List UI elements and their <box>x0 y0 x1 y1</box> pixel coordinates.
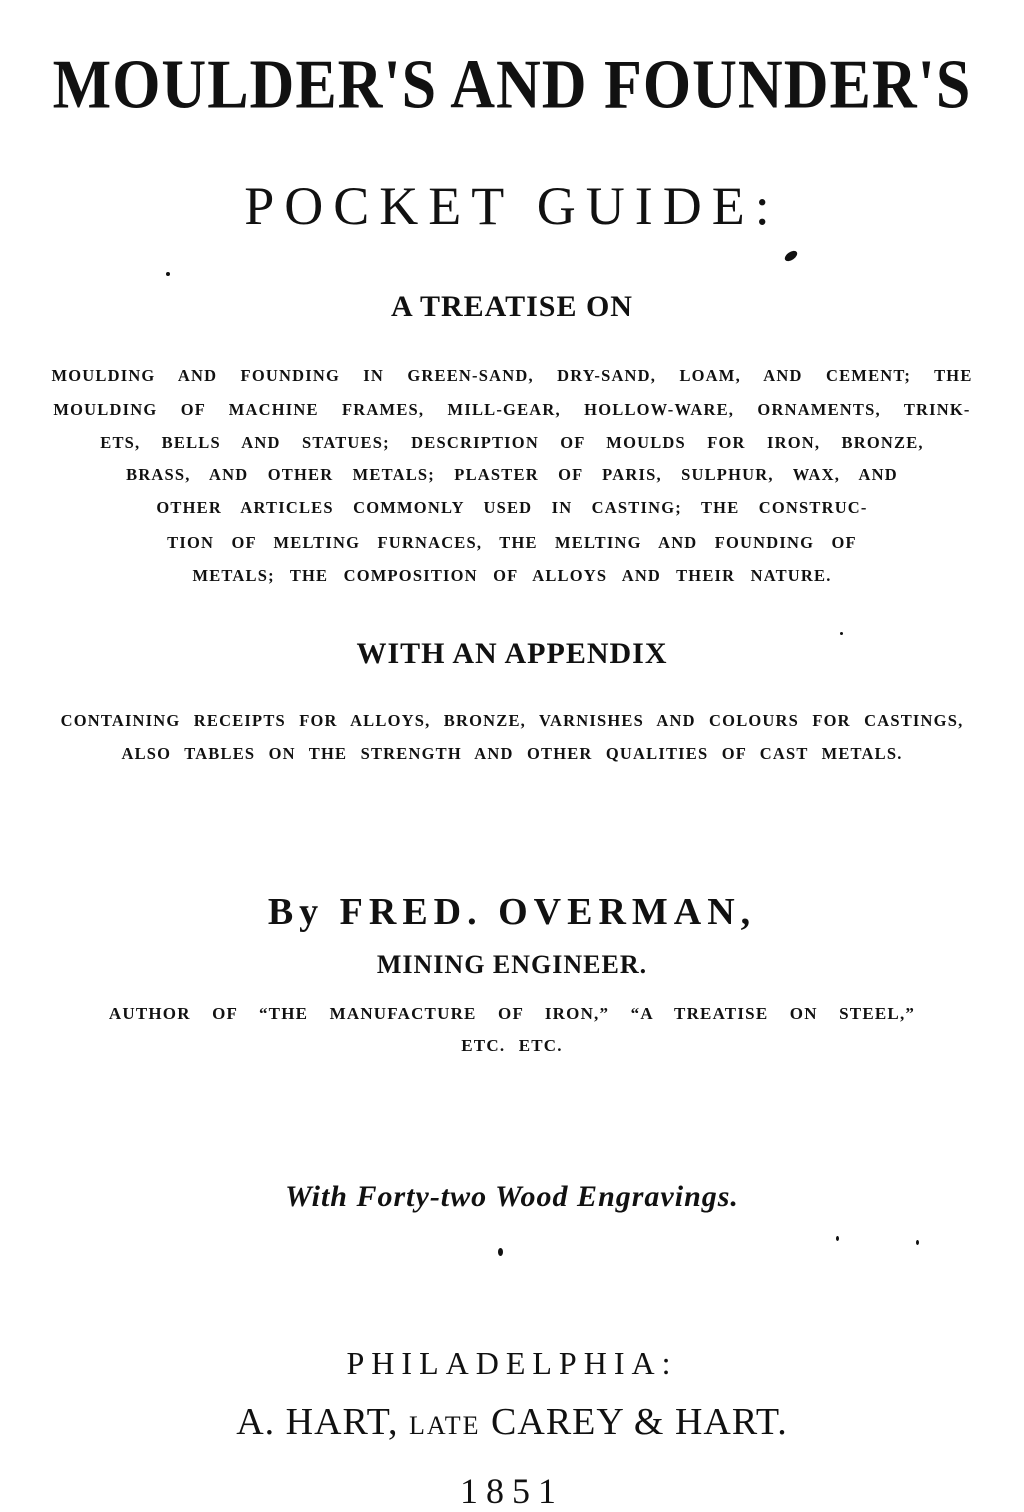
author-name: By FRED. OVERMAN, <box>267 891 757 933</box>
treatise-line-3: ETS, BELLS AND STATUES; DESCRIPTION OF MOULDS FOR IRON, BRONZE, <box>100 433 924 452</box>
imprint-publisher <box>0 1400 1024 1444</box>
treatise-heading: A TREATISE ON <box>391 290 633 323</box>
publisher-late: LATE <box>408 1411 481 1440</box>
ink-speck <box>836 1236 839 1241</box>
author-works-line-2: ETC. ETC. <box>461 1036 563 1055</box>
illustrations-note: With Forty-two Wood Engravings. <box>285 1180 739 1213</box>
imprint-city: PHILADELPHIA: <box>346 1345 678 1381</box>
publisher-name-b: CAREY & HART. <box>491 1401 788 1443</box>
ink-speck <box>840 632 843 635</box>
appendix-line-1: CONTAINING RECEIPTS FOR ALLOYS, BRONZE, VARNISHES AND COLOURS FOR CASTINGS, <box>60 711 964 730</box>
publisher-name-a: A. HART, <box>236 1401 399 1443</box>
treatise-line-4: BRASS, AND OTHER METALS; PLASTER OF PARIS, SULPHUR, WAX, AND <box>126 465 898 484</box>
ink-speck <box>166 272 170 276</box>
appendix-heading: WITH AN APPENDIX <box>356 637 668 670</box>
ink-speck <box>916 1240 919 1245</box>
author-works-line-1: AUTHOR OF “THE MANUFACTURE OF IRON,” “A TREATISE ON STEEL,” <box>108 1004 916 1023</box>
treatise-line-7: METALS; THE COMPOSITION OF ALLOYS AND THEIR NATURE. <box>192 566 832 585</box>
imprint-year: 1851 <box>460 1471 564 1511</box>
ink-speck <box>498 1248 503 1256</box>
author-role: MINING ENGINEER. <box>376 950 648 979</box>
treatise-line-6: TION OF MELTING FURNACES, THE MELTING AND FOUNDING OF <box>167 533 857 552</box>
treatise-line-1: MOULDING AND FOUNDING IN GREEN-SAND, DRY-SAND, LOAM, AND CEMENT; THE <box>51 366 973 385</box>
book-title: MOULDER'S AND FOUNDER'S <box>52 46 972 124</box>
treatise-line-2: MOULDING OF MACHINE FRAMES, MILL-GEAR, HOLLOW-WARE, ORNAMENTS, TRINK- <box>53 400 971 419</box>
appendix-line-2: ALSO TABLES ON THE STRENGTH AND OTHER QUALITIES OF CAST METALS. <box>121 744 903 763</box>
treatise-line-5: OTHER ARTICLES COMMONLY USED IN CASTING; THE CONSTRUC- <box>156 498 868 517</box>
ink-speck <box>783 249 799 264</box>
book-subtitle: POCKET GUIDE: <box>244 176 780 236</box>
